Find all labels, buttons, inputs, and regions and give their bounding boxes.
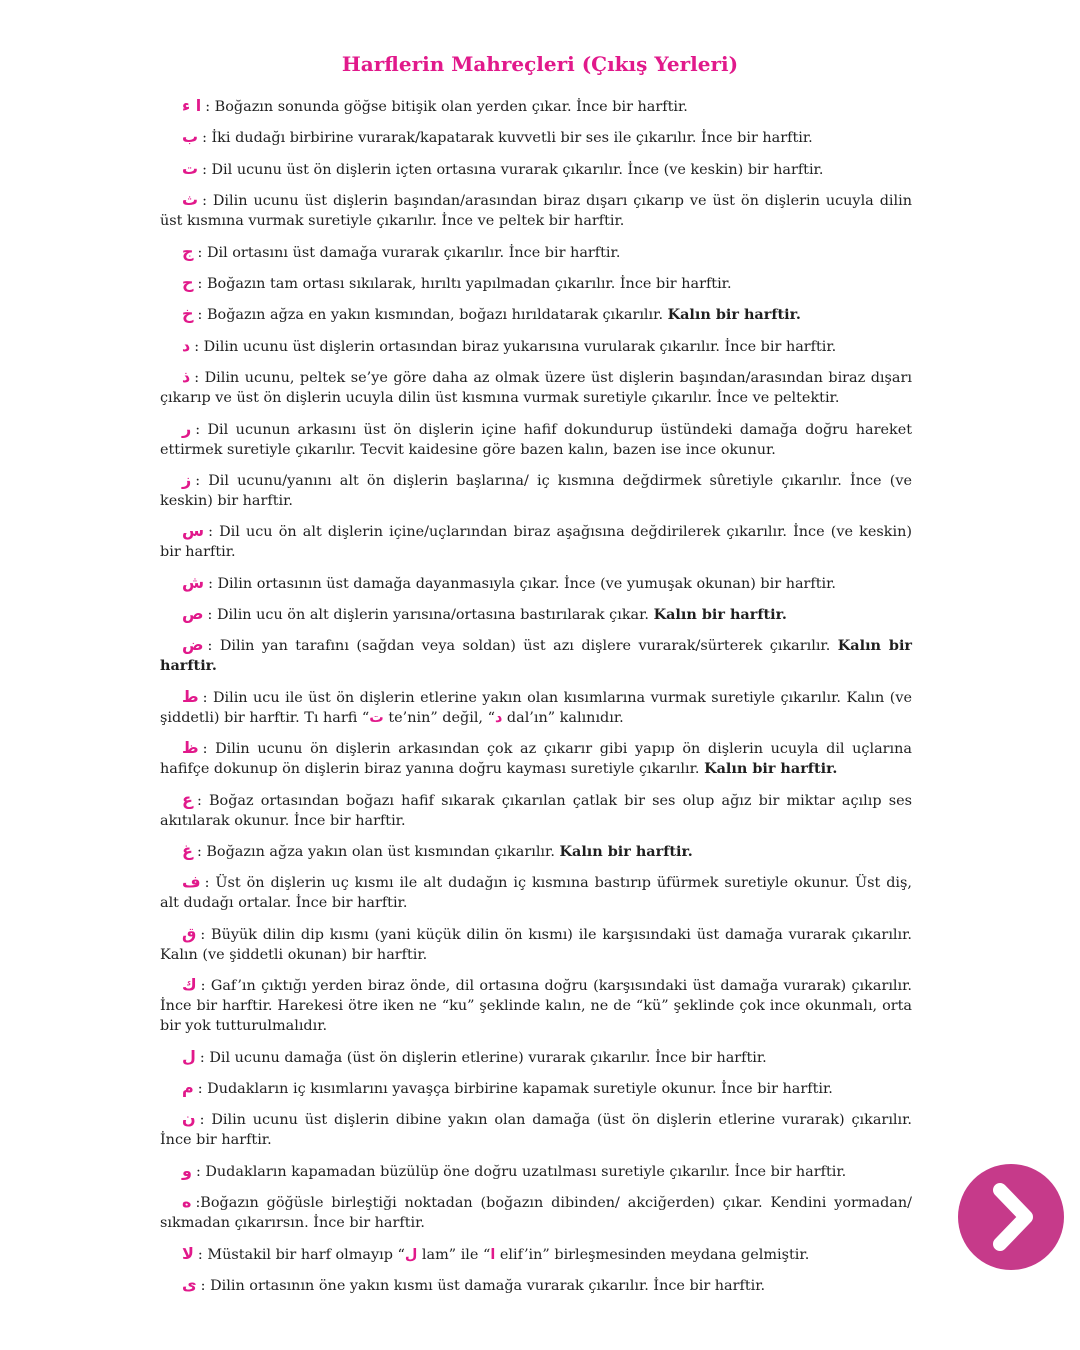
entry-text: : Dilin ucunu, peltek se’ye göre daha az olmak üzere üst dişlerin başından/arasından biraz dışarı çıkarıp ve üst ön dişlerin ucuyla dilin üst kısmına vurmak suretiyle çıkarılır. İnce ve peltektir.	[160, 370, 912, 407]
entry-fe	[160, 872, 912, 913]
entry-cim	[160, 242, 912, 263]
arabic-letter: ش	[182, 572, 205, 592]
entry-elif-hemze	[160, 96, 912, 117]
arabic-letter: ث	[182, 190, 199, 210]
entry-text: : Dilin ucunu üst dişlerin başından/arasından biraz dışarı çıkarıp ve üst ön dişlerin ucuyla dilin üst kısmına vurmak suretiyle çıkarılır. İnce ve peltek bir harftir.	[160, 193, 912, 230]
entry-text: : Boğazın ağza en yakın kısmından, boğazı hırıldatarak çıkarılır.	[197, 307, 664, 324]
entry-se	[160, 190, 912, 231]
entry-vav	[160, 1161, 912, 1182]
entry-text: : Dilin ucunu üst dişlerin ortasından biraz yukarısına vurularak çıkarılır. İnce bir harftir.	[194, 338, 837, 355]
arabic-letter: غ	[182, 841, 193, 861]
arabic-letter: ظ	[182, 738, 199, 758]
entry-text: dal’ın” kalınıdır.	[502, 709, 624, 726]
arabic-letter: ف	[182, 872, 201, 892]
entry-zel	[160, 367, 912, 408]
arabic-letter: ع	[182, 789, 193, 809]
arabic-letter: م	[182, 1077, 194, 1097]
entry-text: :Boğazın göğüsle birleştiği noktadan (boğazın dibinden/ akciğerden) çıkar. Kendini yormadan/ sıkmadan çıkarırsın. İnce bir harftir.	[160, 1195, 912, 1232]
entry-text: : Gaf’ın çıktığı yerden biraz önde, dil ortasına doğru (karşısındaki üst damağa vurarak) çıkarılır. İnce bir harftir. Harekesi ötre iken ne “ku” şeklinde kalın, ne de “kü” şeklinde çok ince okunmalı, orta bir yok tutturulmalıdır.	[160, 978, 912, 1035]
entry-dad	[160, 635, 912, 676]
entry-text: : Dilin ucunu üst dişlerin dibine yakın olan damağa (üst ön dişlerin etlerine vurarak) çıkarılır. İnce bir harftir.	[160, 1112, 912, 1149]
entry-text: : Dil ucunun arkasını üst ön dişlerin içine hafif dokundurup üstündeki damağa doğru hareket ettirmek suretiyle çıkarılır. Tecvit kaidesine göre bazen kalın, bazen ise ince okunur.	[160, 421, 912, 458]
arabic-letter: ض	[182, 635, 204, 655]
entry-mim	[160, 1078, 912, 1099]
entry-text: : Dil ortasını üst damağa vurarak çıkarılır. İnce bir harftir.	[197, 244, 621, 261]
entry-text: : İki dudağı birbirine vurarak/kapatarak kuvvetli bir ses ile çıkarılır. İnce bir harftir.	[202, 130, 813, 147]
arabic-letter: و	[182, 1160, 192, 1180]
chevron-right-icon	[958, 1164, 1064, 1270]
entry-ha	[160, 273, 912, 294]
arabic-letter: ر	[182, 418, 192, 438]
entry-text: : Boğazın ağza yakın olan üst kısmından çıkarılır.	[196, 844, 555, 861]
emphasis-text: Kalın bir harftir.	[160, 637, 912, 675]
entry-dal	[160, 336, 912, 357]
page-title: Harflerin Mahreçleri (Çıkış Yerleri)	[341, 52, 739, 76]
entry-text: : Boğaz ortasından boğazı hafif sıkarak çıkarılan çatlak bir ses olup ağız bir miktar açılıp ses akıtılarak okunur. İnce bir harftir.	[160, 792, 912, 829]
entry-shin	[160, 573, 912, 594]
entry-text: : Boğazın tam ortası sıkılarak, hırıltı yapılmadan çıkarılır. İnce bir harftir.	[197, 275, 732, 292]
entry-text: : Dil ucunu/yanını alt ön dişlerin başlarına/ iç kısmına değdirmek sûretiyle çıkarılır. İnce (ve keskin) bir harftir.	[160, 472, 912, 509]
entry-kaf	[160, 924, 912, 965]
entry-he	[160, 1192, 912, 1233]
entry-text: lam” ile “	[417, 1246, 491, 1263]
entry-ye	[160, 1275, 912, 1296]
entry-text: te’nin” değil, “	[383, 709, 495, 726]
arabic-letter: س	[182, 521, 205, 541]
entry-zi	[160, 738, 912, 779]
entry-kef	[160, 975, 912, 1036]
inline-letter: ا	[490, 1246, 496, 1263]
arabic-letter: ك	[182, 975, 197, 995]
arabic-letter: ب	[182, 127, 199, 147]
emphasis-text: Kalın bir harftir.	[667, 306, 801, 324]
arabic-letter: ل	[182, 1046, 196, 1066]
inline-letter: ت	[369, 709, 384, 726]
entry-ayn	[160, 790, 912, 831]
entry-text: : Dil ucunu damağa (üst ön dişlerin etlerine) vurarak çıkarılır. İnce bir harftir.	[199, 1049, 767, 1066]
arabic-letter: ت	[182, 158, 199, 178]
letter-list	[160, 96, 912, 1306]
entry-text: : Dilin ortasının öne yakın kısmı üst damağa vurarak çıkarılır. İnce bir harftir.	[200, 1277, 766, 1294]
emphasis-text: Kalın bir harftir.	[559, 843, 693, 861]
entry-sad	[160, 604, 912, 625]
inline-letter: د	[494, 709, 503, 726]
entry-text: : Müstakil bir harf olmayıp “	[197, 1246, 405, 1263]
entry-text: : Üst ön dişlerin uç kısmı ile alt dudağın iç kısmına bastırıp üfürmek suretiyle okunur. Üst diş, alt dudağı ortalar. İnce bir harftir.	[160, 875, 912, 912]
entry-text: : Dilin ucu ile üst ön dişlerin etlerine yakın olan kısımlarına vurmak suretiyle çıkarılır. Kalın (ve şiddetli) bir harftir. Tı harfi “	[160, 689, 912, 726]
emphasis-text: Kalın bir harftir.	[704, 760, 838, 778]
entry-text: : Dudakların iç kısımlarını yavaşça birbirine kapamak suretiyle okunur. İnce bir harftir.	[197, 1080, 833, 1097]
entry-text: : Dil ucu ön alt dişlerin içine/uçlarından biraz aşağısına değdirilerek çıkarılır. İnce (ve keskin) bir harftir.	[160, 524, 912, 561]
entry-gayn	[160, 841, 912, 862]
arabic-letter: د	[182, 335, 191, 355]
arabic-letter: ح	[182, 272, 194, 292]
entry-ze	[160, 470, 912, 511]
arabic-letter: ط	[182, 686, 199, 706]
entry-ra	[160, 419, 912, 460]
arabic-letter: ذ	[182, 367, 191, 387]
arabic-letter: خ	[182, 304, 194, 324]
emphasis-text: Kalın bir harftir.	[653, 606, 787, 624]
entry-text: : Boğazın sonunda göğse bitişik olan yerden çıkar. İnce bir harftir.	[205, 99, 688, 115]
arabic-letter: لا	[182, 1243, 194, 1263]
arabic-letter: ن	[182, 1109, 196, 1129]
arabic-letter: ى	[182, 1274, 197, 1294]
entry-lam	[160, 1047, 912, 1068]
arabic-letter: ج	[182, 241, 194, 261]
entry-text: : Büyük dilin dip kısmı (yani küçük dilin ön kısmı) ile karşısındaki üst damağa vurarak çıkarılır. Kalın (ve şiddetli okunan) bir harftir.	[160, 926, 912, 963]
arabic-letter: ز	[182, 469, 192, 489]
entry-text: elif’in” birleşmesinden meydana gelmiştir.	[495, 1246, 810, 1263]
entry-lamelif	[160, 1244, 912, 1265]
entry-text: : Dil ucunu üst ön dişlerin içten ortasına vurarak çıkarılır. İnce (ve keskin) bir harftir.	[202, 161, 824, 178]
arabic-letter: ص	[182, 604, 204, 624]
entry-sin	[160, 521, 912, 562]
entry-hi	[160, 304, 912, 325]
entry-text: : Dilin ucunu ön dişlerin arkasından çok az çıkarır gibi yapıp ön dişlerin ucuyla dil uçlarına hafifçe dokunup ön dişlerin biraz yanına doğru kayması suretiyle çıkarılır.	[160, 741, 912, 778]
arabic-letter: ق	[182, 923, 197, 943]
entry-text: : Dilin yan tarafını (sağdan veya soldan) üst azı dişlere vurarak/sürterek çıkarılır.	[207, 638, 831, 655]
entry-te	[160, 159, 912, 180]
entry-text: : Dilin ucu ön alt dişlerin yarısına/ortasına bastırılarak çıkar.	[207, 607, 650, 624]
entry-nun	[160, 1109, 912, 1150]
entry-be	[160, 127, 912, 148]
entry-text: : Dilin ortasının üst damağa dayanmasıyla çıkar. İnce (ve yumuşak okunan) bir harftir.	[208, 575, 837, 592]
arabic-letter: ا ء	[182, 96, 202, 115]
entry-text: : Dudakların kapamadan büzülüp öne doğru uzatılması suretiyle çıkarılır. İnce bir harftir.	[195, 1163, 847, 1180]
arabic-letter: ه	[182, 1192, 192, 1212]
inline-letter: ل	[404, 1246, 418, 1263]
entry-ti	[160, 687, 912, 728]
next-page-button[interactable]	[958, 1164, 1064, 1270]
